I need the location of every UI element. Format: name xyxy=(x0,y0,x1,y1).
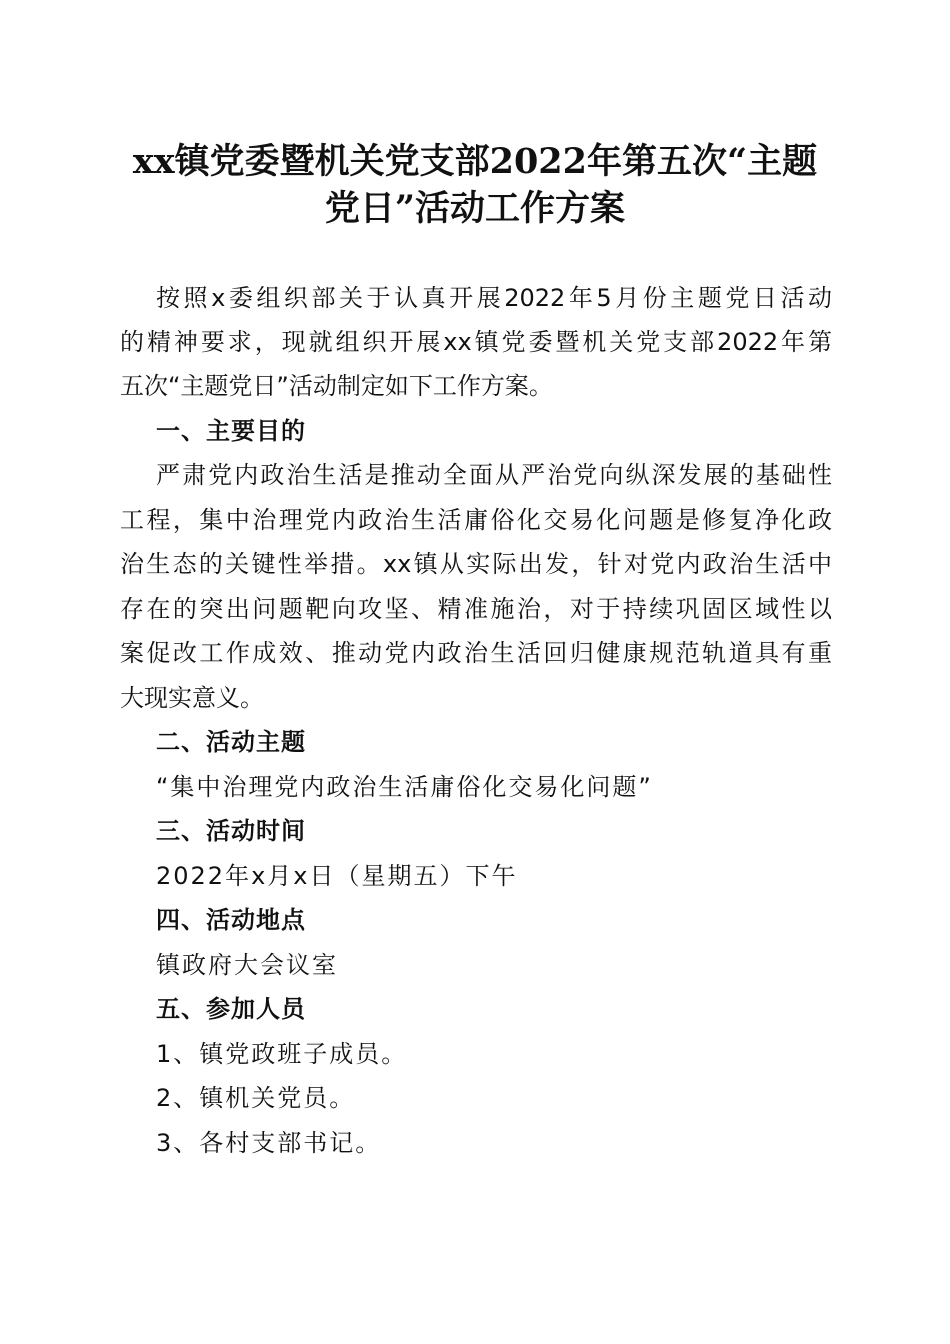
section-1-line-4: 存在的突出问题靶向攻坚、精准施治，对于持续巩固区域性以 xyxy=(120,595,832,623)
section-5-heading: 五、参加人员 xyxy=(156,995,306,1023)
section-4-heading: 四、活动地点 xyxy=(156,906,306,934)
section-3-heading: 三、活动时间 xyxy=(156,817,306,845)
intro-line-2: 的精神要求，现就组织开展xx镇党委暨机关党支部2022年第 xyxy=(120,328,832,356)
section-1-line-2: 工程，集中治理党内政治生活庸俗化交易化问题是修复净化政 xyxy=(120,506,832,534)
section-1-heading: 一、主要目的 xyxy=(156,417,306,445)
section-3-time: 2022年x月x日（星期五）下午 xyxy=(156,862,518,890)
document-title-line-2: 党日”活动工作方案 xyxy=(324,188,626,229)
participant-item: 2、镇机关党员。 xyxy=(156,1084,356,1112)
participant-item: 3、各村支部书记。 xyxy=(156,1129,382,1157)
section-4-location: 镇政府大会议室 xyxy=(156,951,338,979)
section-1-line-5: 案促改工作成效、推动党内政治生活回归健康规范轨道具有重 xyxy=(120,639,832,667)
section-2-theme: “集中治理党内政治生活庸俗化交易化问题” xyxy=(156,773,653,801)
section-1-line-1: 严肃党内政治生活是推动全面从严治党向纵深发展的基础性 xyxy=(156,461,832,489)
section-2-heading: 二、活动主题 xyxy=(156,728,306,756)
document-title-line-1: xx镇党委暨机关党支部2022年第五次“主题 xyxy=(132,141,818,182)
section-1-line-3: 治生态的关键性举措。xx镇从实际出发，针对党内政治生活中 xyxy=(120,550,832,578)
intro-line-3: 五次“主题党日”活动制定如下工作方案。 xyxy=(120,372,553,400)
intro-line-1: 按照x委组织部关于认真开展2022年5月份主题党日活动 xyxy=(156,284,832,312)
section-1-line-6: 大现实意义。 xyxy=(120,684,264,712)
participant-item: 1、镇党政班子成员。 xyxy=(156,1040,408,1068)
